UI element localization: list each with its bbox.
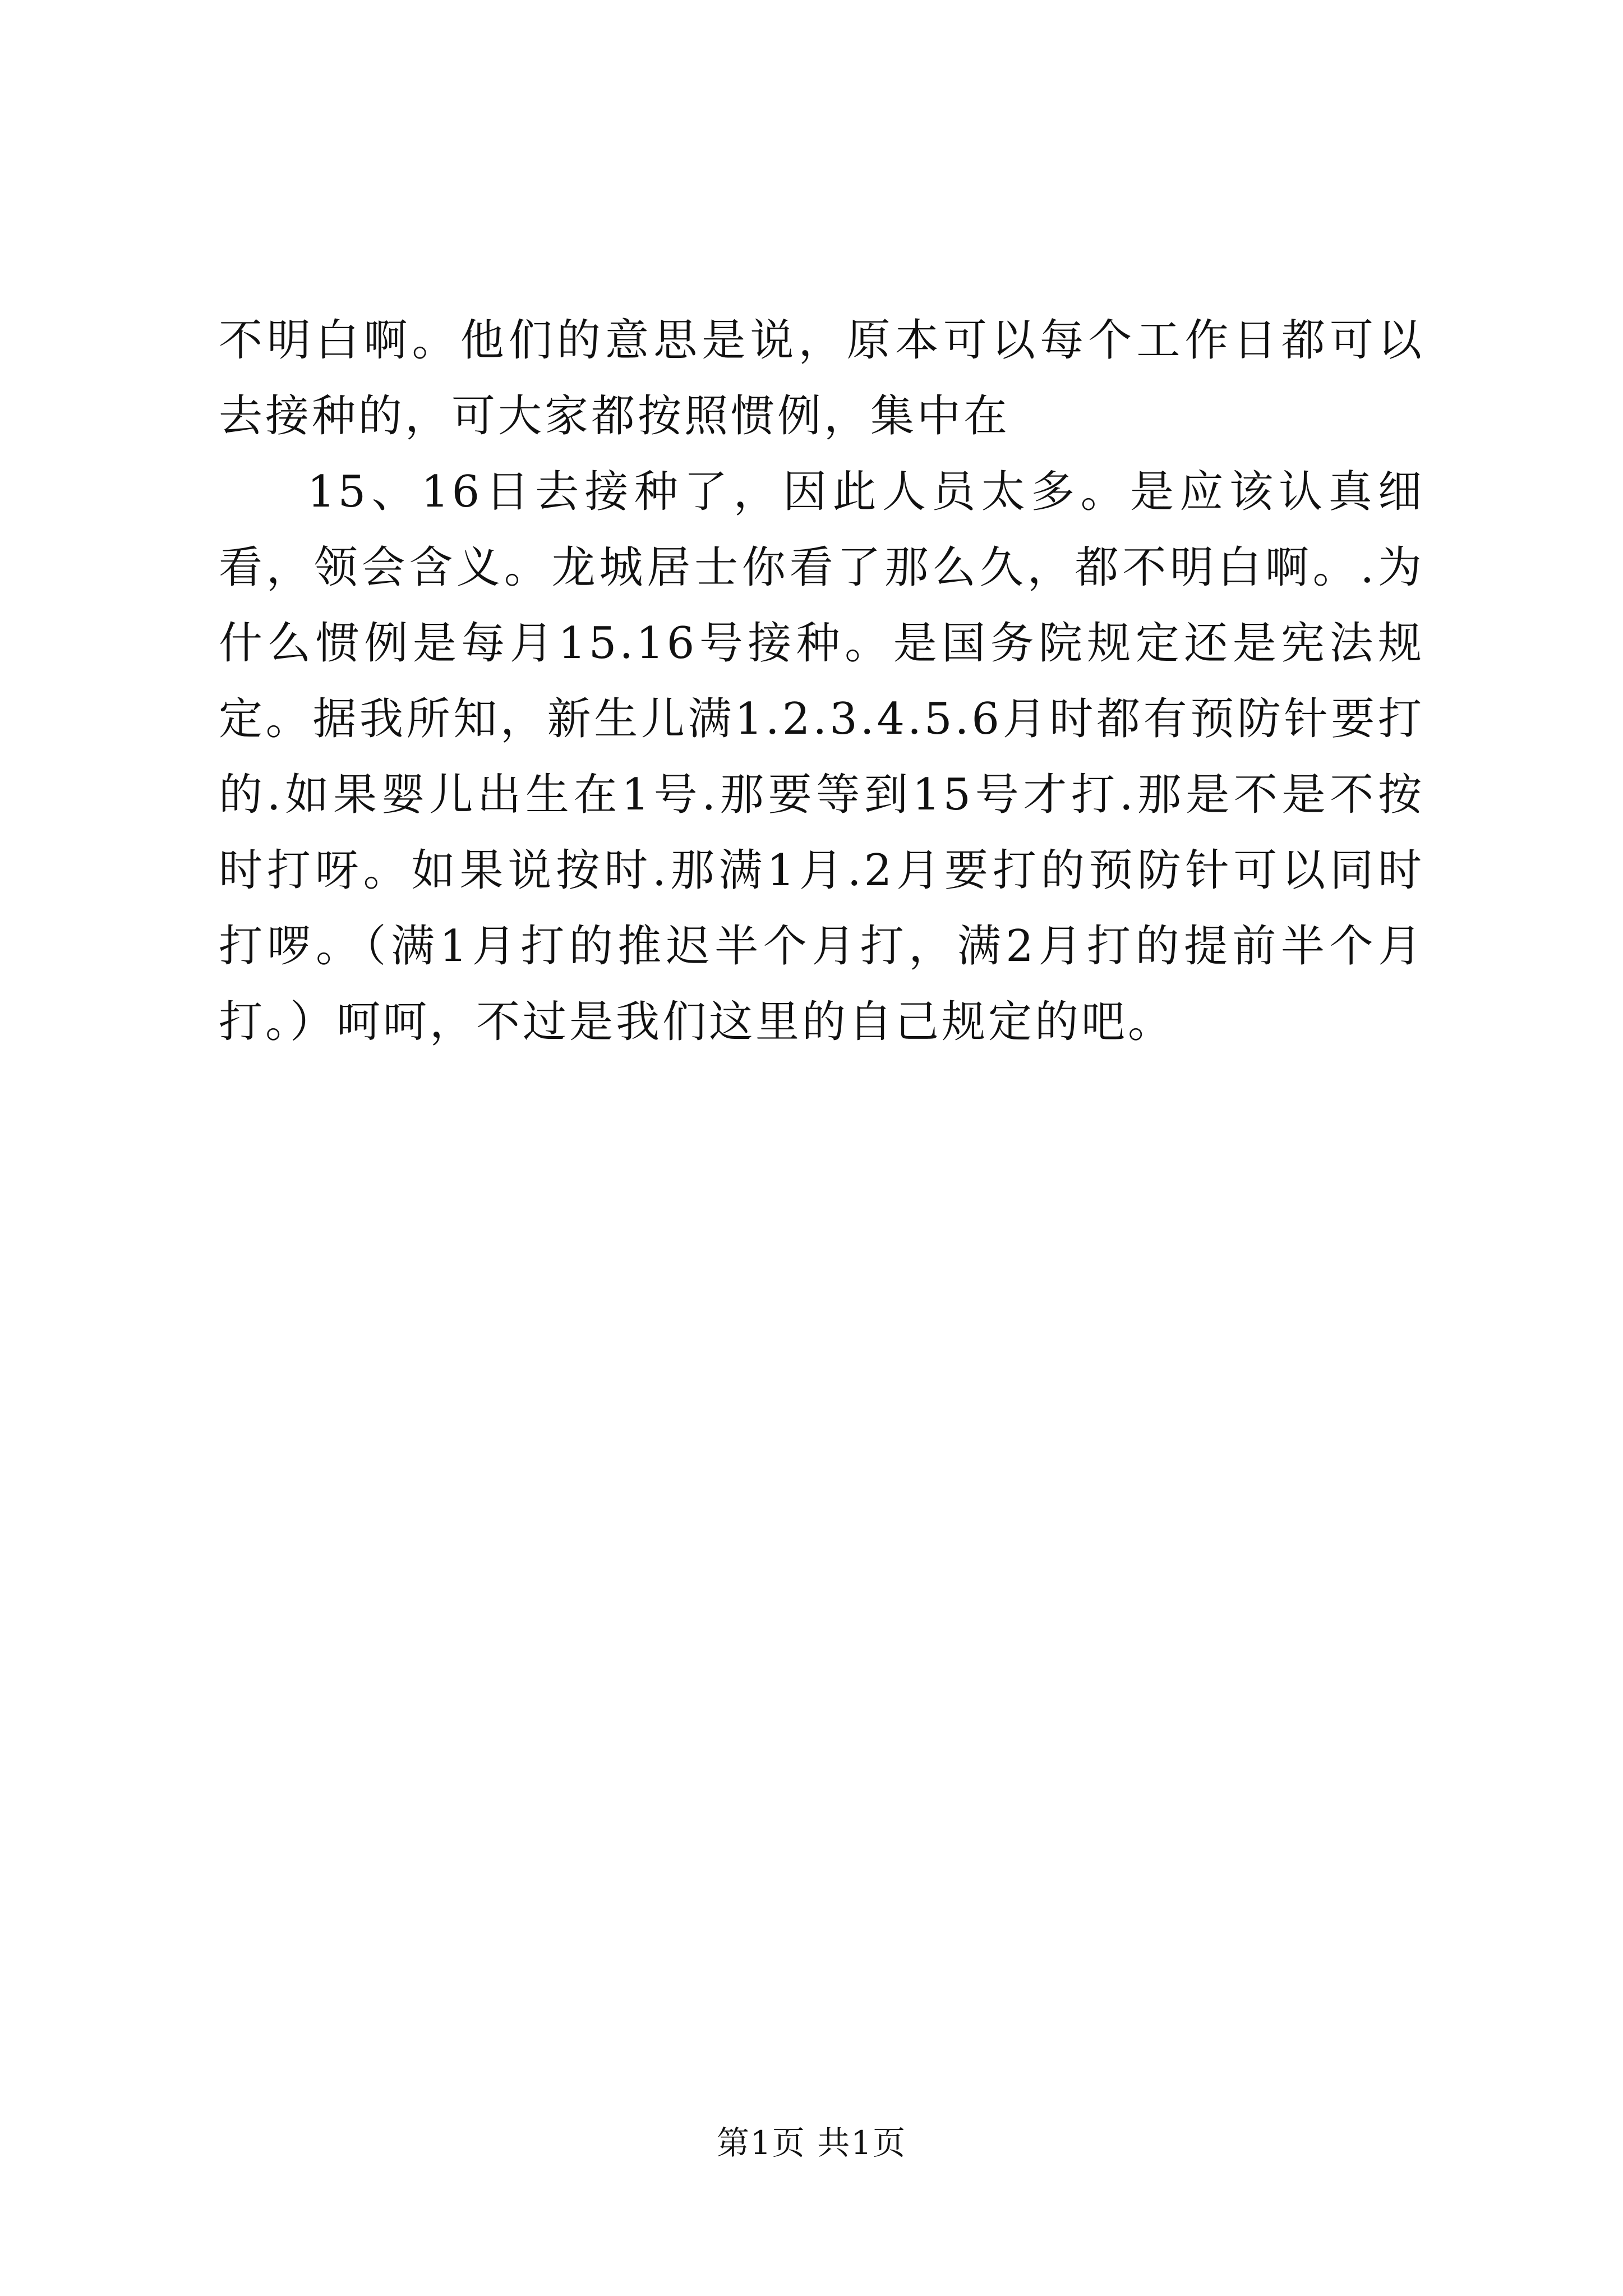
- document-body: [219, 303, 1424, 1060]
- page-number-footer: 第1页 共1页: [716, 2124, 907, 2162]
- paragraph-main: 15、16日去接种了，因此人员太多。是应该认真细看，领会含义。龙城居士你看了那么久，都不明白啊。.为什么惯例是每月15.16号接种。是国务院规定还是宪法规定。据我所知，新生儿满1.2.3.4.5.6月时都有预防针要打的.如果婴儿出生在1号.那要等到15号才打.那是不是不按时打呀。如果说按时.那满1月.2月要打的预防针可以同时打啰。（满1月打的推迟半个月打，满2月打的提前半个月打。）呵呵，不过是我们这里的自己规定的吧。: [219, 467, 1424, 1047]
- paragraph-continued: 不明白啊。他们的意思是说，原本可以每个工作日都可以去接种的，可大家都按照惯例，集中在: [219, 315, 1424, 441]
